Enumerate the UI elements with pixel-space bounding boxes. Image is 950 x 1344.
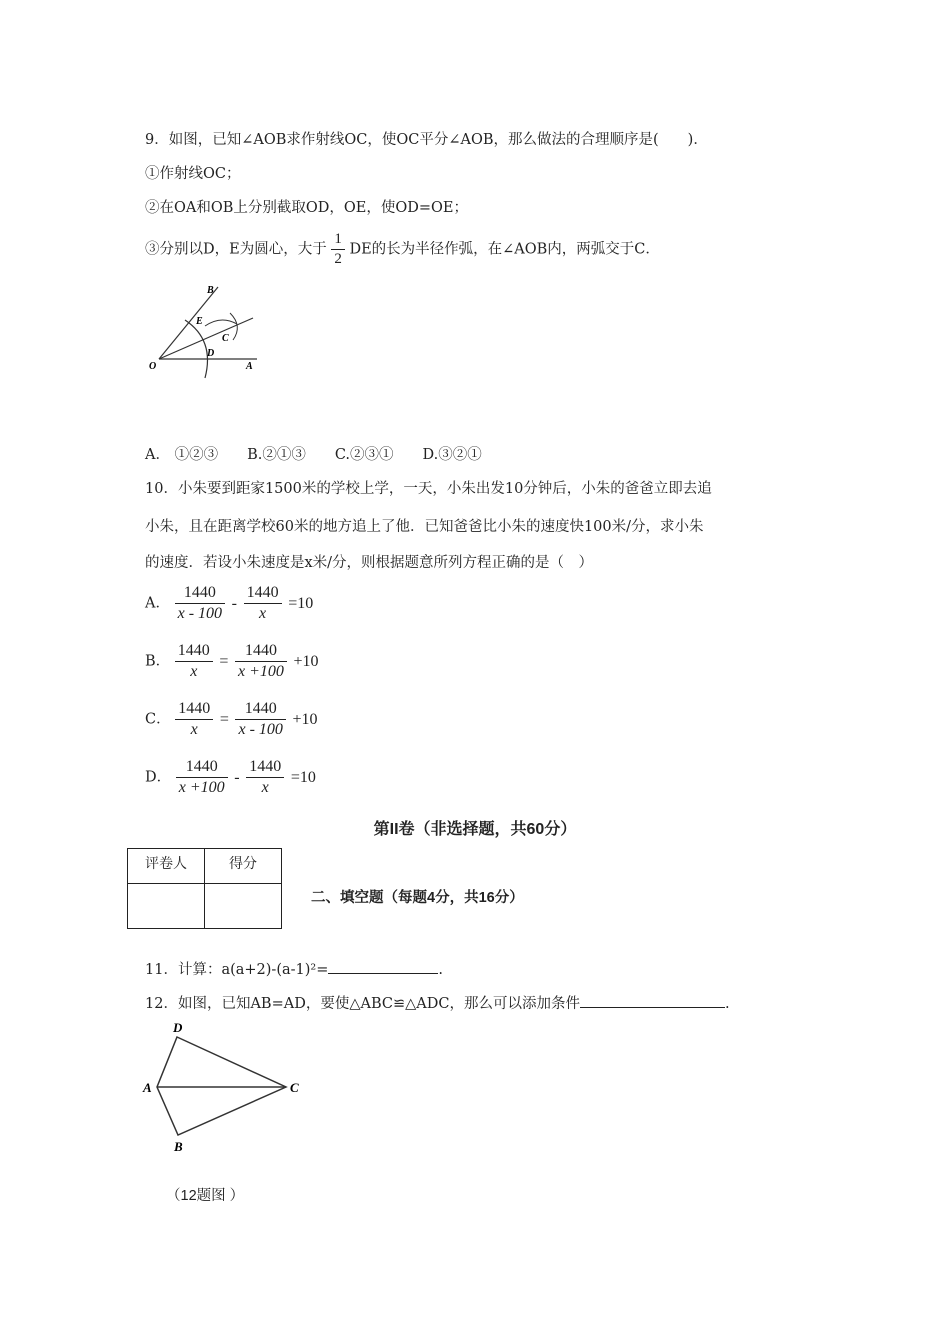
fraction [175,583,225,624]
q10-line1: 10．小朱要到距家1500米的学校上学，一天，小朱出发10分钟后，小朱的爸爸立即去追 [145,481,712,497]
score-header: 得分 [205,849,282,884]
arc-ed [185,320,208,378]
fill-blank-section-title: 二、填空题（每题4分，共16分） [311,890,524,906]
equation-tail: +10 [293,652,319,670]
q12-answer-blank[interactable] [580,993,725,1008]
q10-option-a [145,583,315,624]
q11-end: . [438,962,443,978]
q9-step2: ②在OA和OB上分别截取OD，OE，使OD=OE； [145,200,469,216]
option-label: C． [145,711,171,728]
operator: = [219,652,229,670]
fraction [176,757,228,798]
fraction-numerator: 1440 [175,699,213,720]
part2-title: 第II卷（非选择题，共60分） [373,821,577,838]
fraction-denominator: x [190,663,198,680]
label-o: O [149,361,157,372]
label-a: A [143,1080,152,1095]
label-d: D [207,348,215,359]
operator: - [234,768,240,786]
label-c: C [222,333,229,344]
fraction-denominator: x +100 [238,663,284,680]
q12-quadrilateral-figure [140,1018,310,1158]
option-label: D． [145,769,172,786]
q9-step3-after: DE的长为半径作弧，在∠AOB内，两弧交于C． [349,241,660,258]
fraction-numerator: 1440 [175,583,225,604]
q9-step1: ①作射线OC； [145,166,241,182]
score-cell[interactable] [205,884,282,929]
q10-option-b [145,641,321,682]
equation-tail: =10 [288,594,314,612]
equation-tail: +10 [292,710,318,728]
arc-from-e [205,320,237,326]
fraction-numerator: 1440 [235,699,285,720]
fraction-denominator: x [190,721,198,738]
label-a: A [246,361,253,372]
fraction-numerator: 1440 [175,641,213,662]
q9-angle-bisector-figure [145,280,265,385]
fraction-numerator: 1440 [235,641,287,662]
q9-step3-before: ③分别以D，E为圆心，大于 [145,241,327,258]
operator: - [231,594,237,612]
q12-end: . [724,996,730,1012]
fraction-denominator: x [261,779,269,796]
fraction-numerator: 1440 [246,757,284,778]
q11-text: 11．计算：a(a+2)-(a-1)²= [145,962,329,978]
fraction-denominator: x - 100 [177,605,223,622]
ray-oc [159,318,253,359]
label-b: B [174,1139,183,1154]
q9-step3 [145,230,660,269]
grader-header: 评卷人 [128,849,205,884]
q10-line2: 小朱，且在距离学校60米的地方追上了他．已知爸爸比小朱的速度快100米/分，求小朱 [145,519,704,535]
q9-step3-fraction [331,230,345,269]
label-d: D [173,1020,183,1035]
fraction-denominator: x [259,605,267,622]
q9-options: A． ①②③ B.②①③ C.②③① D.③②① [145,447,482,463]
fraction [235,641,287,682]
score-table [127,848,282,929]
label-c: C [290,1080,299,1095]
fraction-numerator: 1440 [176,757,228,778]
grader-cell[interactable] [128,884,205,929]
option-label: A． [145,595,170,612]
q12-caption: （12题图 ） [166,1188,245,1204]
fraction [246,757,284,798]
q11-answer-blank[interactable] [328,959,438,974]
q10-option-d [145,757,318,798]
quadrilateral-abcd [157,1037,286,1135]
q10-option-c [145,699,320,740]
option-label: B． [145,653,171,670]
fraction-denominator: 2 [334,250,342,267]
q10-line3: 的速度．若设小朱速度是x米/分，则根据题意所列方程正确的是（ ） [145,555,594,571]
operator: = [219,710,229,728]
fraction [175,641,213,682]
q12 [145,992,730,1013]
fraction [175,699,213,740]
fraction [244,583,282,624]
fraction [235,699,285,740]
equation-tail: =10 [290,768,316,786]
q11 [145,958,443,979]
fraction-numerator: 1 [331,230,345,250]
fraction-denominator: x - 100 [238,721,283,738]
label-b: B [207,285,214,296]
fraction-denominator: x +100 [178,779,225,796]
label-e: E [196,316,203,327]
q9-stem: 9．如图，已知∠AOB求作射线OC，使OC平分∠AOB，那么做法的合理顺序是( )． [145,132,708,148]
fraction-numerator: 1440 [244,583,282,604]
q12-text: 12．如图，已知AB=AD，要使△ABC≌△ADC，那么可以添加条件 [145,996,580,1012]
